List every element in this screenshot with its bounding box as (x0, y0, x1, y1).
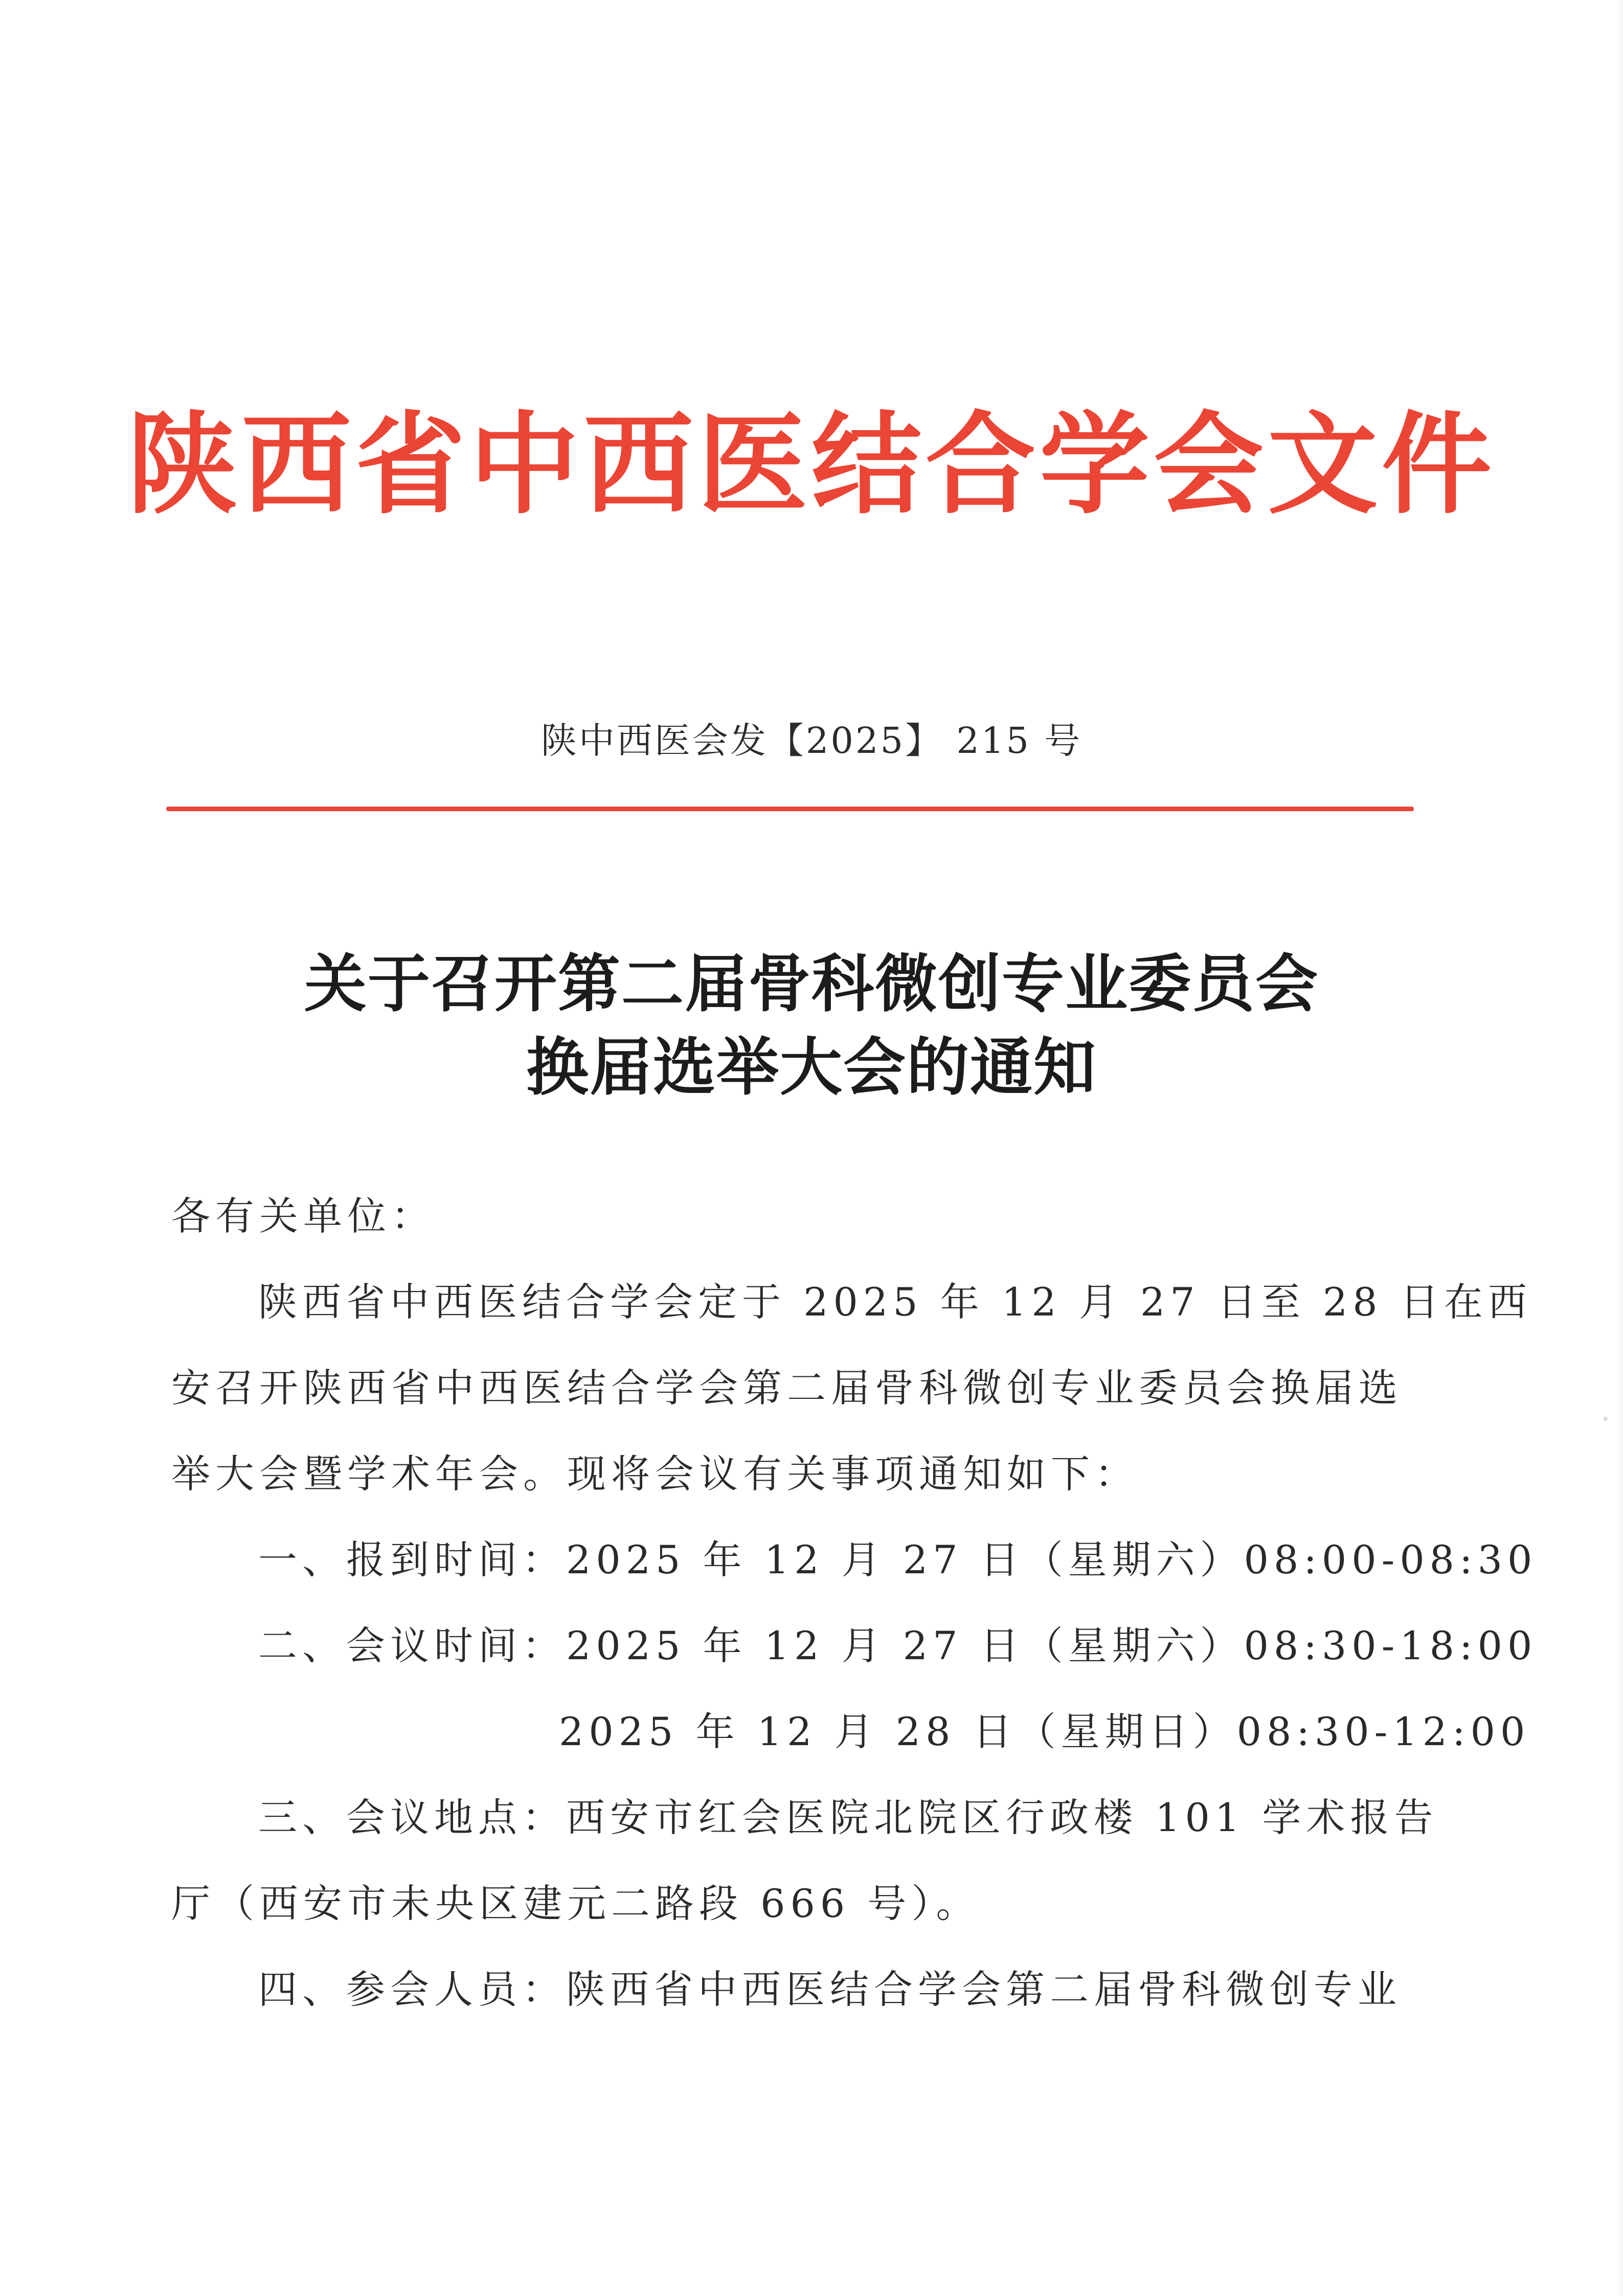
item-meeting-time-continued: 2025 年 12 月 28 日（星期日）08:30-12:00 (559, 1709, 1530, 1754)
item-registration-time: 一、报到时间：2025 年 12 月 27 日（星期六）08:00-08:30 (258, 1537, 1538, 1582)
notice-title-line-1: 关于召开第二届骨科微创专业委员会 (304, 947, 1319, 1020)
salutation: 各有关单位： (171, 1193, 435, 1239)
scan-edge-shadow (1615, 0, 1623, 2296)
item-meeting-venue-line-2: 厅（西安市未央区建元二路段 666 号）。 (171, 1881, 980, 1926)
intro-line-1: 陕西省中西医结合学会定于 2025 年 12 月 27 日至 28 日在西 (258, 1279, 1532, 1325)
intro-line-3: 举大会暨学术年会。现将会议有关事项通知如下： (171, 1451, 1139, 1497)
item-meeting-time: 二、会议时间：2025 年 12 月 27 日（星期六）08:30-18:00 (258, 1623, 1538, 1668)
red-divider-line (166, 807, 1414, 811)
item-meeting-venue-line-1: 三、会议地点：西安市红会医院北院区行政楼 101 学术报告 (258, 1795, 1438, 1840)
notice-title-line-2: 换届选举大会的通知 (526, 1030, 1097, 1104)
document-number: 陕中西医会发【2025】 215 号 (540, 720, 1083, 762)
intro-line-2: 安召开陕西省中西医结合学会第二届骨科微创专业委员会换届选 (171, 1365, 1403, 1411)
scan-speck (1604, 1417, 1608, 1421)
item-attendees-line-1: 四、参会人员：陕西省中西医结合学会第二届骨科微创专业 (258, 1967, 1402, 2012)
org-header-title: 陕西省中西医结合学会文件 (127, 399, 1496, 529)
